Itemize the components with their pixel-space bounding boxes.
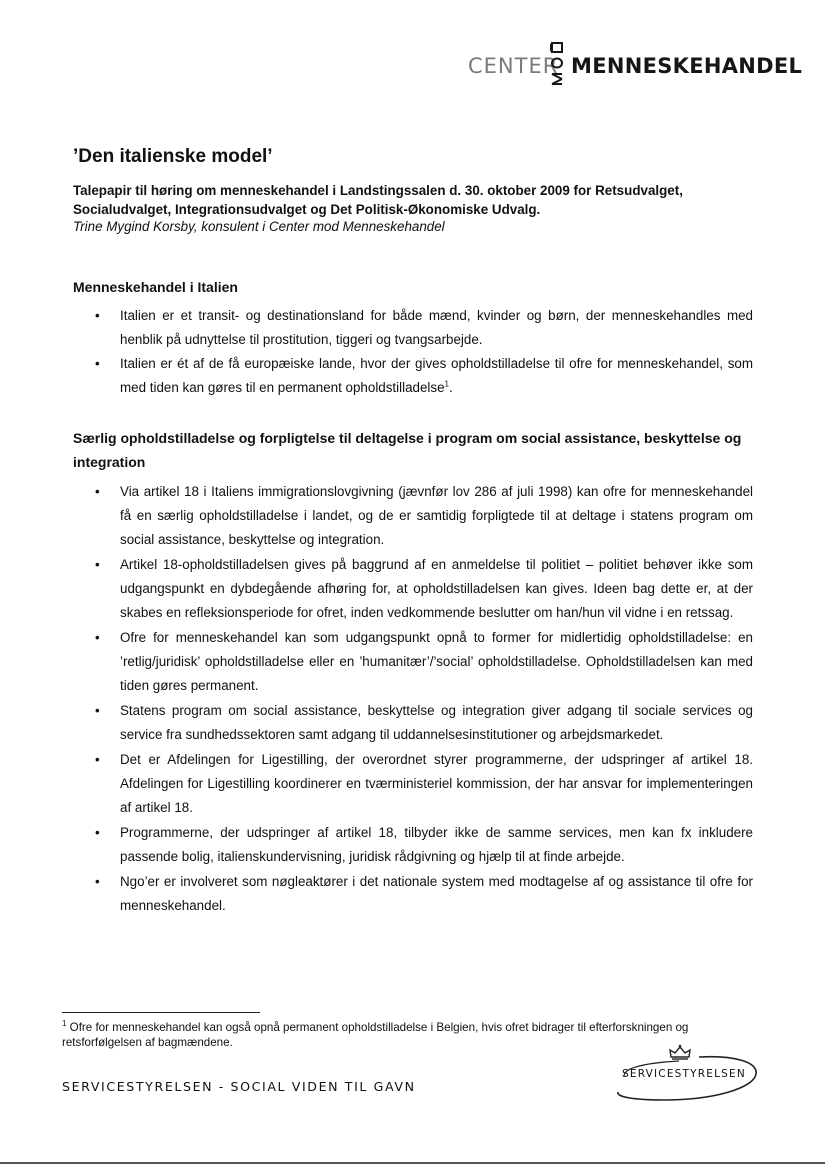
list-item	[73, 553, 753, 625]
list-item-text: Italien er et transit- og destinationsland for både mænd, kvinder og børn, der menneskehandles med henblik på udnyttelse til prostitution, tiggeri og tvangsarbejde.	[120, 308, 753, 347]
list-item-text: Via artikel 18 i Italiens immigrationslovgivning (jævnfør lov 286 af juli 1998) kan ofre for menneskehandel få en særlig opholdstilladelse i landet, og de er samtidig forpligtede til at deltage i statens program om social assistance, beskyttelse og integration.	[120, 484, 753, 547]
list-item-text: Artikel 18-opholdstilladelsen gives på baggrund af en anmeldelse til politiet – politiet behøver ikke som udgangspunkt en dybdegående afhøring for, at opholdstilladelsen kan gives. Ideen bag dette er, at der skabes en refleksionsperiode for ofret, inden vedkommende beslutter om han/hun vil vidne i en retssag.	[120, 557, 753, 620]
page-bottom-edge	[0, 1162, 825, 1164]
list-item-text: Ngo’er er involveret som nøgleaktører i det nationale system med modtagelse af og assistance til ofre for menneskehandel.	[120, 874, 753, 913]
bullet-icon: •	[95, 874, 100, 889]
footnote-reference: 1	[444, 379, 449, 389]
document-title: ’Den italienske model’	[73, 146, 273, 167]
logo-mod-icon	[550, 40, 564, 90]
list-item-text: Italien er ét af de få europæiske lande, hvor der gives opholdstilladelse til ofre for menneskehandel, som med tiden kan gøres til en permanent opholdstilladelse	[120, 356, 753, 395]
list-item	[73, 699, 753, 747]
servicestyrelsen-logo	[604, 1044, 760, 1102]
footnote-divider	[62, 1012, 260, 1013]
bullet-icon: •	[95, 752, 100, 767]
list-item-text: Programmerne, der udspringer af artikel 18, tilbyder ikke de samme services, men kan fx inkludere passende bolig, italienskundervisning, juridisk rådgivning og hjælp til at finde arbejde.	[120, 825, 753, 864]
list-item	[73, 480, 753, 552]
bullet-list	[73, 480, 753, 919]
footnote-mark: 1	[62, 1019, 67, 1029]
list-item-end: .	[449, 380, 453, 395]
list-item	[73, 870, 753, 918]
center-mod-menneskehandel-logo	[468, 40, 803, 92]
logo-brand-text: MENNESKEHANDEL	[571, 54, 803, 78]
footer-tagline: SERVICESTYRELSEN - SOCIAL VIDEN TIL GAVN	[62, 1079, 416, 1094]
list-item-text: Ofre for menneskehandel kan som udgangspunkt opnå to former for midlertidig opholdstilladelse: en ’retlig/juridisk’ opholdstilladelse eller en ’humanitær’/’social’ opholdstilladelse. Opholdstilladelsen kan med tiden gøres permanent.	[120, 630, 753, 693]
bullet-icon: •	[95, 825, 100, 840]
footer-logo-text: SERVICESTYRELSEN	[622, 1068, 746, 1080]
bullet-icon: •	[95, 356, 100, 371]
list-item-text: Det er Afdelingen for Ligestilling, der overordnet styrer programmerne, der udspringer af artikel 18. Afdelingen for Ligestilling koordinerer en tværministeriel kommission, der har ansvar for implementeringen af artikel 18.	[120, 752, 753, 815]
bullet-icon: •	[95, 484, 100, 499]
list-item	[73, 748, 753, 820]
footnote-text: Ofre for menneskehandel kan også opnå permanent opholdstilladelse i Belgien, hvis ofret bidrager til efterforskningen og retsforfølgelsen af bagmændene.	[62, 1021, 689, 1049]
list-item	[73, 626, 753, 698]
section-heading: Særlig opholdstilladelse og forpligtelse til deltagelse i program om social assistance, beskyttelse og integration	[73, 430, 742, 470]
bullet-icon: •	[95, 308, 100, 323]
bullet-icon: •	[95, 703, 100, 718]
list-item	[73, 821, 753, 869]
list-item	[73, 352, 753, 400]
document-author: Trine Mygind Korsby, konsulent i Center mod Menneskehandel	[73, 219, 445, 234]
document-subtitle: Talepapir til høring om menneskehandel i Landstingssalen d. 30. oktober 2009 for Retsudvalget, Socialudvalget, Integrationsudvalget og Det Politisk-Økonomiske Udvalg.	[73, 183, 683, 217]
section-heading: Menneskehandel i Italien	[73, 279, 238, 295]
bullet-list	[73, 304, 753, 400]
logo-center-text: CENTER	[468, 54, 559, 78]
list-item-text: Statens program om social assistance, beskyttelse og integration giver adgang til sociale services og service fra sundhedssektoren samt adgang til uddannelsesinstitutioner og arbejdsmarkedet.	[120, 703, 753, 742]
bullet-icon: •	[95, 557, 100, 572]
bullet-icon: •	[95, 630, 100, 645]
list-item	[73, 304, 753, 352]
